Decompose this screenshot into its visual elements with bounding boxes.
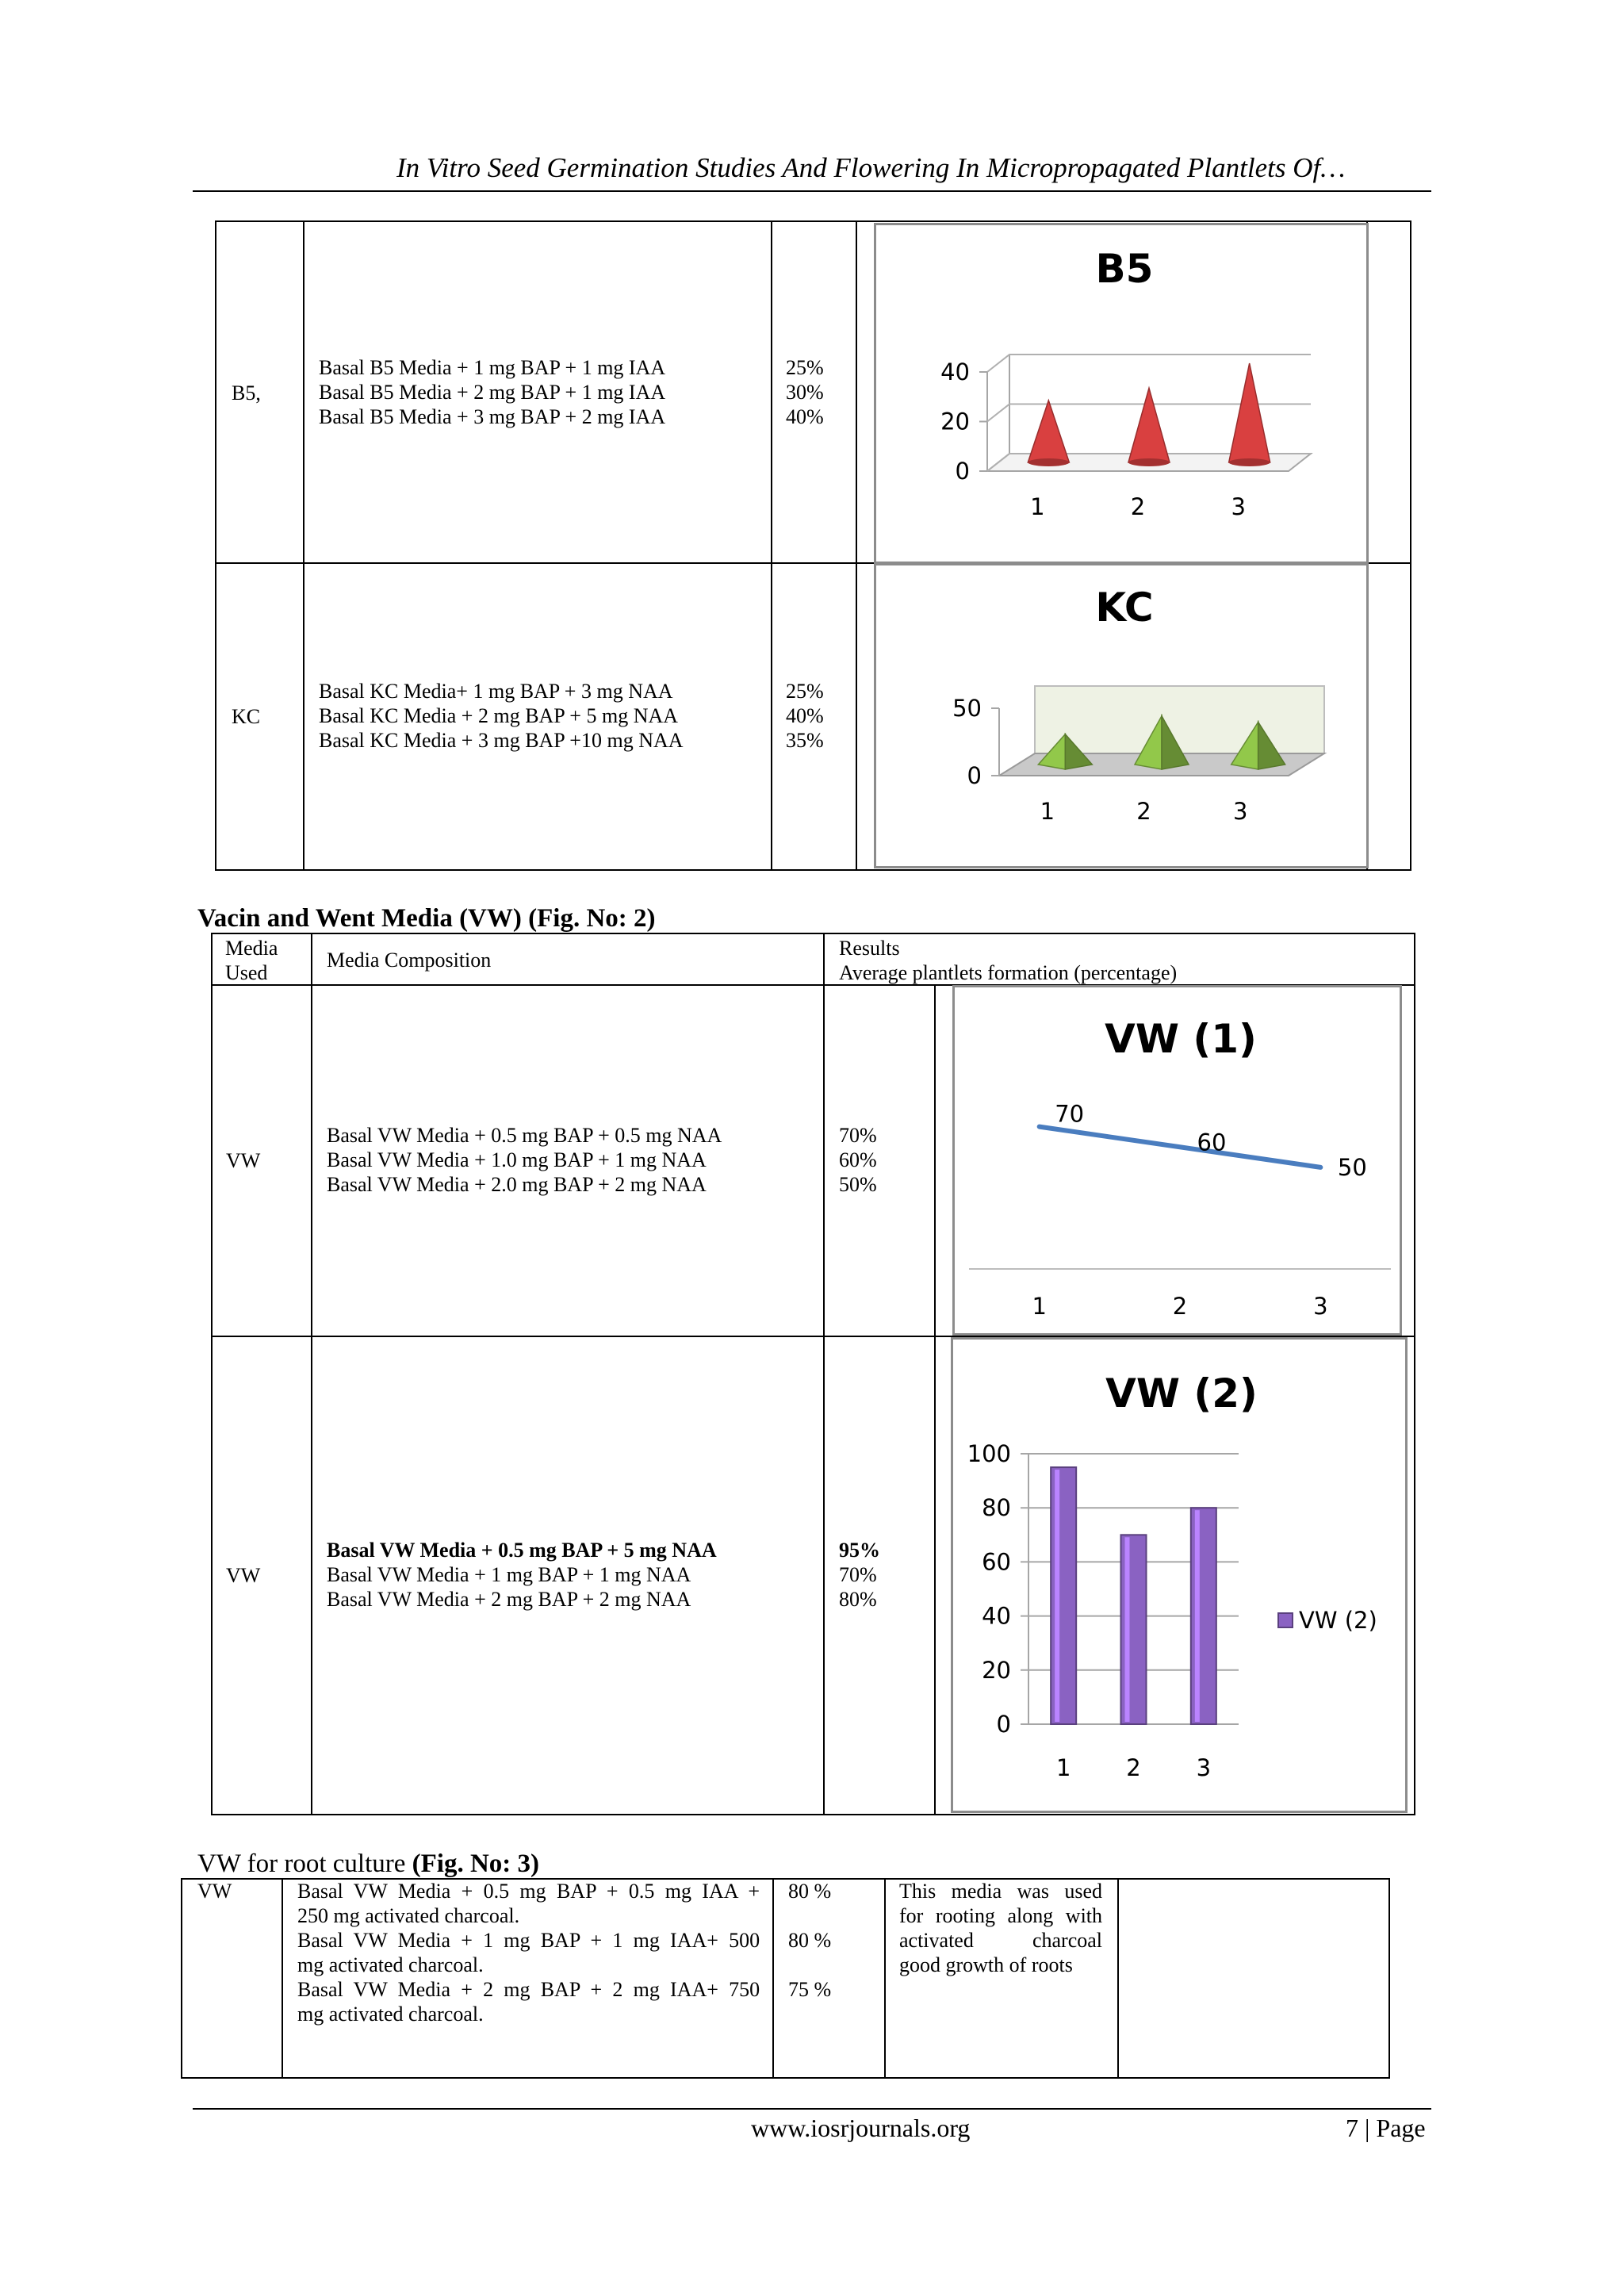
composition-line: Basal VW Media + 1 mg BAP + 1 mg NAA — [327, 1563, 691, 1586]
result-value: 50% — [839, 1173, 877, 1196]
x-tick-label: 1 — [1032, 1293, 1047, 1320]
chart-title: VW (1) — [1105, 1016, 1257, 1062]
media-composition-cell — [319, 679, 684, 753]
result-value: 80% — [839, 1588, 877, 1611]
chart-kc — [876, 565, 1366, 866]
data-label: 60 — [1197, 1129, 1227, 1156]
composition-line: Basal VW Media + 2 mg BAP + 2 mg NAA — [327, 1588, 691, 1611]
composition-line: mg activated charcoal. — [297, 2003, 484, 2026]
composition-line: Basal VW Media + 0.5 mg BAP + 5 mg NAA — [327, 1539, 717, 1562]
composition-line: Basal KC Media+ 1 mg BAP + 3 mg NAA — [319, 680, 673, 703]
composition-line: Basal VW Media + 2 mg BAP + 2 mg IAA+ 750 — [297, 1978, 760, 2001]
gridline — [987, 355, 1311, 372]
header-rule — [193, 190, 1431, 192]
bar-cone — [1229, 363, 1270, 462]
chart-kc-panel — [874, 563, 1369, 868]
table-divider — [856, 220, 857, 871]
result-cell — [839, 1538, 880, 1612]
header-text: Average plantlets formation (percentage) — [839, 961, 1178, 984]
result-value: 60% — [839, 1148, 877, 1171]
x-tick-label: 2 — [1126, 1754, 1141, 1781]
chart-b5 — [876, 225, 1366, 562]
header-text: Results — [839, 937, 900, 960]
result-cell — [786, 355, 824, 429]
composition-line: Basal VW Media + 1.0 mg BAP + 1 mg NAA — [327, 1148, 707, 1171]
table-divider — [934, 984, 936, 1815]
result-value: 70% — [839, 1563, 877, 1586]
result-value: 30% — [786, 381, 824, 404]
remark-line: activated charcoal — [899, 1929, 1102, 1952]
bar — [1051, 1467, 1076, 1724]
media-used-cell: VW — [226, 1149, 261, 1172]
chart-vw1 — [955, 987, 1400, 1333]
table-divider — [311, 933, 312, 1815]
result-value: 35% — [786, 729, 824, 752]
result-value: 25% — [786, 356, 824, 379]
composition-line: Basal KC Media + 3 mg BAP +10 mg NAA — [319, 729, 684, 752]
section-title: Vacin and Went Media (VW) (Fig. No: 2) — [197, 904, 656, 933]
bar-highlight — [1055, 1470, 1059, 1722]
composition-line: Basal VW Media + 1 mg BAP + 1 mg IAA+ 500 — [297, 1929, 760, 1952]
y-tick-label: 0 — [967, 762, 982, 789]
header-media-used — [225, 936, 278, 985]
media-used-cell: KC — [232, 705, 261, 728]
bar-cone-base — [1128, 458, 1170, 466]
x-tick-label: 2 — [1136, 798, 1151, 825]
header-media-composition: Media Composition — [327, 949, 492, 972]
footer-rule — [193, 2108, 1431, 2110]
chart-title: KC — [1095, 585, 1154, 631]
media-composition-cell — [319, 355, 665, 429]
composition-line: mg activated charcoal. — [297, 1953, 484, 1976]
composition-line: Basal B5 Media + 2 mg BAP + 1 mg IAA — [319, 381, 666, 404]
media-used-cell: VW — [197, 1880, 232, 1903]
media-used-cell: VW — [226, 1564, 261, 1587]
result-value: 95% — [839, 1539, 880, 1562]
y-tick-label: 100 — [967, 1440, 1011, 1467]
table-divider — [884, 1878, 886, 2079]
data-label: 70 — [1055, 1100, 1085, 1128]
footer-website: www.iosrjournals.org — [751, 2114, 971, 2142]
media-composition-cell — [327, 1538, 717, 1612]
y-tick-label: 80 — [982, 1494, 1011, 1522]
y-tick-label: 20 — [982, 1656, 1011, 1684]
legend-swatch — [1278, 1613, 1293, 1627]
media-composition-cell — [327, 1123, 722, 1197]
header-results — [839, 936, 1177, 985]
chart-title: VW (2) — [1105, 1370, 1258, 1416]
chart-title: B5 — [1095, 246, 1154, 292]
x-tick-label: 2 — [1130, 493, 1146, 520]
result-value: 40% — [786, 704, 824, 727]
x-tick-label: 2 — [1172, 1293, 1188, 1320]
table-divider — [303, 220, 304, 871]
result-cell — [839, 1123, 877, 1197]
composition-line: Basal VW Media + 2.0 mg BAP + 2 mg NAA — [327, 1173, 707, 1196]
bar — [1191, 1508, 1216, 1724]
table-divider — [771, 220, 772, 871]
section-title-text: VW for root culture — [197, 1849, 406, 1878]
legend-label: VW (2) — [1299, 1607, 1377, 1634]
bar-cone-base — [1028, 458, 1069, 466]
section-title — [197, 1849, 539, 1879]
x-tick-label: 3 — [1196, 1754, 1212, 1781]
result-value: 40% — [786, 405, 824, 428]
composition-line: Basal KC Media + 2 mg BAP + 5 mg NAA — [319, 704, 679, 727]
x-tick-label: 3 — [1231, 493, 1246, 520]
header-text: Media — [225, 937, 278, 960]
y-tick-label: 40 — [982, 1602, 1011, 1630]
footer-page-number: 7 | Page — [1346, 2114, 1426, 2142]
composition-line: Basal B5 Media + 1 mg BAP + 1 mg IAA — [319, 356, 666, 379]
composition-line: 250 mg activated charcoal. — [297, 1904, 520, 1927]
remark-cell — [899, 1879, 1102, 1977]
table-divider — [772, 1878, 774, 2079]
result-cell — [786, 679, 824, 753]
chart-back-wall — [1035, 686, 1324, 753]
bar-highlight — [1195, 1510, 1200, 1722]
composition-line: Basal B5 Media + 3 mg BAP + 2 mg IAA — [319, 405, 666, 428]
remark-line: for rooting along with — [899, 1904, 1103, 1927]
data-label: 50 — [1337, 1153, 1367, 1181]
result-value: 80 % — [788, 1929, 832, 1952]
y-tick-label: 40 — [940, 358, 970, 385]
media-composition-cell — [297, 1879, 760, 2026]
chart-vw2 — [953, 1340, 1405, 1811]
bar-highlight — [1125, 1537, 1130, 1722]
section-title-fig: (Fig. No: 3) — [412, 1849, 540, 1878]
media-used-cell: B5, — [232, 381, 261, 404]
x-tick-label: 3 — [1313, 1293, 1328, 1320]
composition-line: Basal VW Media + 0.5 mg BAP + 0.5 mg NAA — [327, 1124, 722, 1147]
y-tick-label: 20 — [940, 408, 970, 435]
x-tick-label: 3 — [1232, 798, 1248, 825]
chart-vw1-panel — [952, 985, 1402, 1336]
bar-cone — [1128, 388, 1170, 462]
table-divider — [823, 933, 825, 1815]
result-value: 25% — [786, 680, 824, 703]
remark-line: good growth of roots — [899, 1953, 1073, 1976]
y-tick-label: 60 — [982, 1548, 1011, 1576]
x-tick-label: 1 — [1040, 798, 1055, 825]
running-header: In Vitro Seed Germination Studies And Flowering In Micropropagated Plantlets Of… — [396, 152, 1346, 183]
y-tick-label: 50 — [952, 695, 982, 722]
bar — [1121, 1535, 1147, 1724]
y-tick-label: 0 — [996, 1711, 1011, 1738]
result-value: 75 % — [788, 1978, 832, 2001]
result-value: 80 % — [788, 1880, 832, 1903]
x-tick-label: 1 — [1030, 493, 1045, 520]
series-line — [1040, 1127, 1321, 1167]
chart-vw2-panel — [951, 1337, 1408, 1813]
composition-line: Basal VW Media + 0.5 mg BAP + 0.5 mg IAA + — [297, 1880, 760, 1903]
x-tick-label: 1 — [1055, 1754, 1071, 1781]
table-divider — [1117, 1878, 1119, 2079]
header-text: Used — [225, 961, 268, 984]
y-tick-label: 0 — [955, 458, 970, 485]
chart-b5-panel — [874, 223, 1369, 564]
table-divider — [282, 1878, 283, 2079]
result-value: 70% — [839, 1124, 877, 1147]
remark-line: This media was used — [899, 1880, 1102, 1903]
bar-cone-base — [1229, 458, 1270, 466]
bar-cone — [1028, 401, 1069, 462]
